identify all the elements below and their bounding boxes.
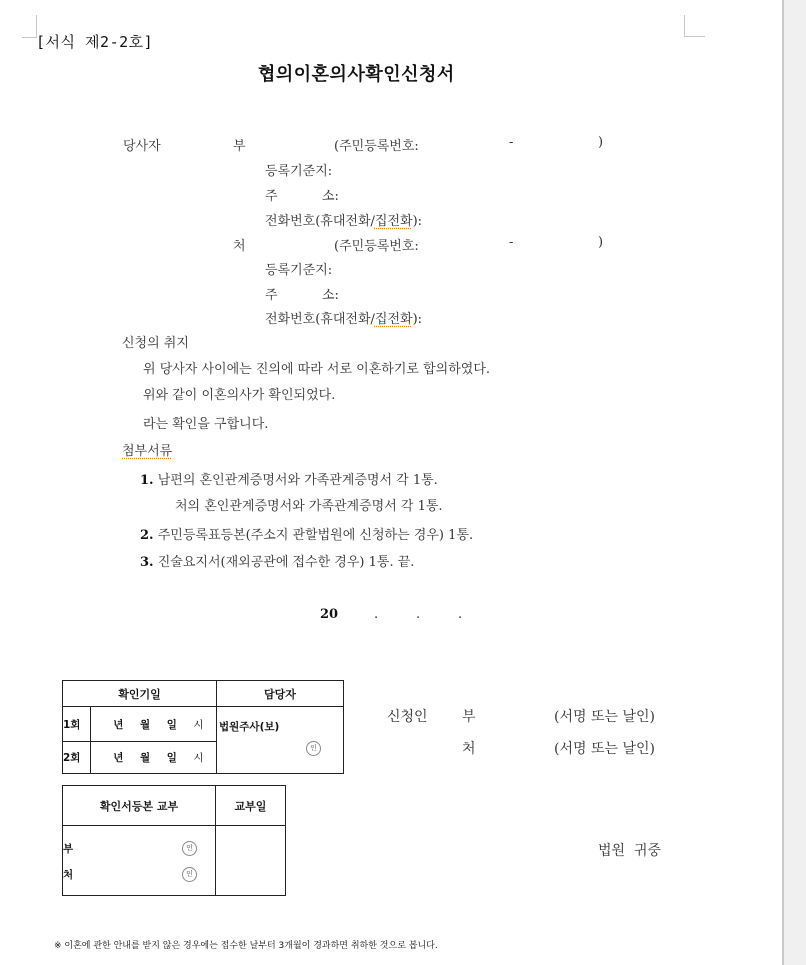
applicant-wife-role: 처 xyxy=(462,741,476,757)
wife-role: 처 xyxy=(233,239,246,254)
unit-year: 년 xyxy=(113,752,124,764)
wife-phone-home: 집전화 xyxy=(374,312,413,327)
unit-day: 일 xyxy=(166,718,177,731)
seal-icon: 인 xyxy=(182,841,197,856)
unit-year: 년 xyxy=(113,718,124,731)
wife-phone-label xyxy=(265,308,422,327)
husband-address-label-a: 주 xyxy=(265,189,278,204)
attachments-heading: 첨부서류 xyxy=(122,444,173,459)
unit-month: 월 xyxy=(140,752,151,764)
wife-rrn-close: ) xyxy=(598,235,604,250)
attachment-text: 주민등록표등본(주소지 관할법원에 신청하는 경우) 1통. xyxy=(157,528,474,543)
unit-day: 일 xyxy=(166,752,177,764)
crop-mark-top-right-vertical xyxy=(684,15,685,36)
header-confirmation-date: 확인기일 xyxy=(63,681,217,707)
husband-role: 부 xyxy=(233,139,246,154)
crop-mark-top-right-horizontal xyxy=(684,36,705,37)
husband-address-label-b: 소: xyxy=(322,189,339,204)
husband-rrn-label: (주민등록번호: xyxy=(334,139,419,154)
round-1-datetime[interactable] xyxy=(91,707,217,742)
header-officer: 담당자 xyxy=(217,681,344,707)
purpose-line-3: 라는 확인을 구합니다. xyxy=(143,417,269,432)
husband-rrn-dash: - xyxy=(509,135,514,150)
wife-rrn-dash: - xyxy=(509,235,514,250)
wife-phone-suffix: ): xyxy=(412,312,423,327)
husband-phone-suffix: ): xyxy=(412,214,423,229)
recipient-husband: 부 xyxy=(63,842,74,855)
wife-address-label-b: 소: xyxy=(322,288,339,303)
attachment-item-1 xyxy=(140,469,438,488)
header-delivery-date: 교부일 xyxy=(216,786,286,826)
footnote: ※ 이혼에 관한 안내를 받지 않은 경우에는 접수한 날부터 3개월이 경과하면 취하한 것으로 봅니다. xyxy=(54,941,438,951)
applicant-wife-sign[interactable]: (서명 또는 날인) xyxy=(554,741,655,757)
attachment-number: 2. xyxy=(140,528,154,543)
unit-hour: 시 xyxy=(193,718,204,731)
attachment-item-1b xyxy=(175,495,443,514)
husband-domicile-label: 등록기준지: xyxy=(265,164,333,179)
husband-phone-prefix: 전화번호(휴대전화/ xyxy=(265,214,375,229)
purpose-line-1: 위 당사자 사이에는 진의에 따라 서로 이혼하기로 합의하였다. xyxy=(143,362,491,377)
date-year-prefix: 20 xyxy=(320,607,339,622)
round-2-label: 2회 xyxy=(63,742,91,774)
copy-delivery-table xyxy=(62,785,286,896)
recipient-wife: 처 xyxy=(63,868,74,881)
round-2-datetime[interactable] xyxy=(91,742,217,774)
applicant-husband-sign[interactable]: (서명 또는 날인) xyxy=(554,709,655,725)
attachment-text: 처의 혼인관계증명서와 가족관계증명서 각 1통. xyxy=(175,499,443,514)
crop-mark-top-left-horizontal xyxy=(22,37,37,38)
confirmation-date-table xyxy=(62,680,344,774)
husband-phone-home: 집전화 xyxy=(374,214,413,229)
wife-phone-prefix: 전화번호(휴대전화/ xyxy=(265,312,375,327)
page-gutter-scrollbar[interactable] xyxy=(782,0,806,965)
date-dot-1: . xyxy=(374,607,379,622)
officer-title: 법원주사(보) xyxy=(219,721,280,733)
seal-icon: 인 xyxy=(182,867,197,882)
officer-cell[interactable] xyxy=(217,707,344,774)
attachment-text: 남편의 혼인관계증명서와 가족관계증명서 각 1통. xyxy=(157,473,438,488)
wife-address-label-a: 주 xyxy=(265,288,278,303)
document-title: 협의이혼의사확인신청서 xyxy=(258,64,455,85)
purpose-line-2: 위와 같이 이혼의사가 확인되었다. xyxy=(143,388,336,403)
header-copy-delivery: 확인서등본 교부 xyxy=(63,786,216,826)
wife-domicile-label: 등록기준지: xyxy=(265,263,333,278)
attachment-item-2 xyxy=(140,524,473,543)
parties-label: 당사자 xyxy=(123,139,161,154)
attachment-number: 1. xyxy=(140,473,154,488)
unit-hour: 시 xyxy=(193,752,204,764)
date-dot-2: . xyxy=(416,607,421,622)
date-dot-3: . xyxy=(458,607,463,622)
delivery-date-cell[interactable] xyxy=(216,826,286,896)
attachment-number: 3. xyxy=(140,555,154,570)
applicant-label: 신청인 xyxy=(387,709,428,725)
husband-phone-label xyxy=(265,210,422,229)
wife-rrn-label: (주민등록번호: xyxy=(334,239,419,254)
attachment-item-3 xyxy=(140,551,414,570)
applicant-husband-role: 부 xyxy=(462,709,476,725)
addressee: 법원 귀중 xyxy=(598,843,661,859)
attachment-text: 진술요지서(재외공관에 접수한 경우) 1통. 끝. xyxy=(157,555,415,570)
form-number: [서식 제2-2호] xyxy=(36,33,154,51)
round-1-label: 1회 xyxy=(63,707,91,742)
husband-rrn-close: ) xyxy=(598,135,604,150)
unit-month: 월 xyxy=(140,718,151,731)
purpose-heading: 신청의 취지 xyxy=(122,336,189,351)
copy-recipients-cell[interactable] xyxy=(63,826,216,896)
seal-icon: 인 xyxy=(306,741,321,756)
